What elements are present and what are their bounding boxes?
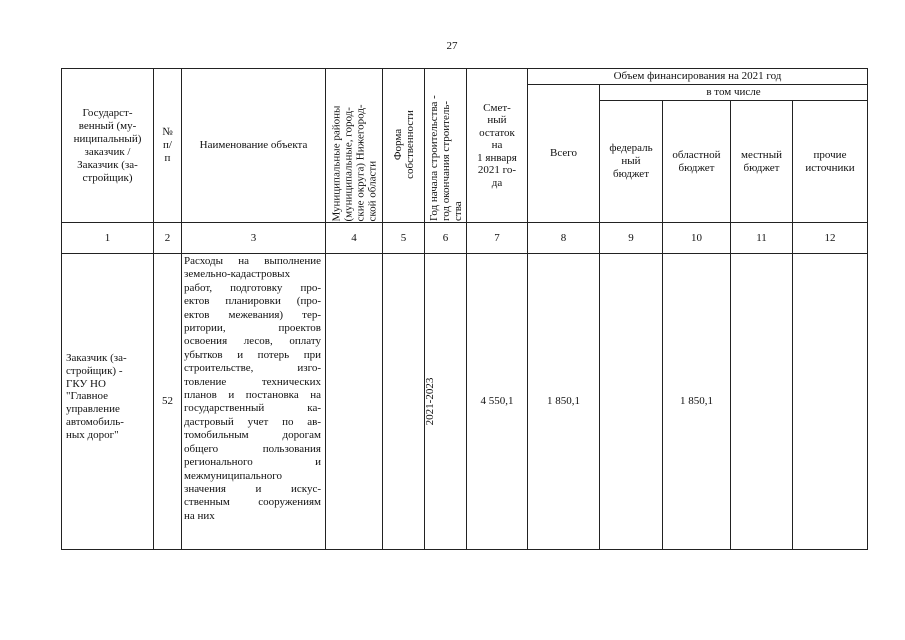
text-line: (муниципальные, город- bbox=[342, 106, 354, 221]
header-ownership-text bbox=[392, 110, 416, 179]
header-other bbox=[793, 101, 867, 222]
text-line: "Главное bbox=[66, 390, 108, 403]
column-number-10: 10 bbox=[691, 231, 702, 244]
text-line: регионального и bbox=[184, 456, 321, 469]
text-line: ный bbox=[621, 155, 641, 167]
text-line: Муниципальные районы bbox=[330, 105, 342, 221]
text-line: Государст- bbox=[82, 106, 133, 119]
page-number: 27 bbox=[446, 40, 458, 52]
text-line: бюджет bbox=[743, 161, 780, 174]
text-line: убытков и потерь при bbox=[184, 348, 321, 361]
header-total-text: Всего bbox=[550, 147, 577, 159]
header-districts-text bbox=[330, 104, 378, 221]
text-line: ственным сооружениям bbox=[184, 496, 321, 509]
column-number-1: 1 bbox=[104, 231, 111, 244]
row-years-text: 2021-2023 bbox=[423, 377, 436, 426]
text-line: дастровый учет по ав- bbox=[184, 415, 321, 428]
text-line: ниципальный) bbox=[73, 132, 142, 145]
text-line: да bbox=[491, 176, 503, 189]
header-customer bbox=[62, 69, 153, 222]
text-line: ритории, проектов bbox=[184, 322, 321, 335]
text-line: заказчик / bbox=[84, 145, 131, 158]
text-line: государственный ка- bbox=[184, 402, 321, 415]
column-number-2: 2 bbox=[164, 231, 171, 244]
row-total: 1 850,1 bbox=[547, 395, 580, 407]
header-local bbox=[731, 101, 792, 222]
text-line: ектов межевания) тер- bbox=[184, 308, 321, 321]
text-line: Форма bbox=[391, 128, 404, 161]
header-object-name-text: Наименование объекта bbox=[199, 139, 308, 151]
text-line: год окончания строитель- bbox=[439, 100, 452, 221]
column-number-8: 8 bbox=[560, 231, 567, 244]
header-including-text: в том числе bbox=[706, 86, 761, 98]
text-line: Год начала строительства - bbox=[427, 95, 440, 221]
text-line: федераль bbox=[609, 142, 653, 154]
header-customer-text bbox=[74, 107, 142, 185]
row-regional: 1 850,1 bbox=[680, 395, 713, 407]
text-line: строительстве, изго- bbox=[184, 362, 321, 375]
column-number-9: 9 bbox=[628, 231, 634, 244]
text-line: источники bbox=[805, 161, 855, 174]
header-local-text bbox=[741, 149, 782, 175]
text-line: значения и искус- bbox=[184, 482, 321, 495]
header-funding-text: Объем финансирования на 2021 год bbox=[613, 70, 782, 82]
header-number bbox=[154, 69, 181, 222]
text-line: собственности bbox=[403, 110, 416, 179]
row-description bbox=[184, 255, 321, 523]
header-federal bbox=[600, 101, 662, 222]
text-line: 2021 го- bbox=[477, 164, 517, 177]
row-estimate: 4 550,1 bbox=[480, 395, 514, 407]
row-number: 52 bbox=[162, 395, 173, 407]
text-line: томобильным дорогам bbox=[184, 429, 321, 442]
text-line: земельно-кадастровых bbox=[184, 268, 291, 281]
header-estimate-text bbox=[477, 102, 517, 190]
text-line: п bbox=[164, 152, 171, 164]
text-line: областной bbox=[672, 148, 721, 161]
text-line: Заказчик (за- bbox=[77, 158, 138, 171]
text-line: бюджет bbox=[613, 168, 649, 180]
column-number-11: 11 bbox=[756, 231, 767, 244]
header-regional bbox=[663, 101, 730, 222]
column-number-3: 3 bbox=[250, 231, 257, 244]
text-line: товление технических bbox=[184, 375, 321, 388]
text-line: общего пользования bbox=[184, 442, 321, 455]
column-number-4: 4 bbox=[351, 231, 357, 244]
text-line: работ, подготовку про- bbox=[184, 281, 321, 294]
header-object-name bbox=[182, 69, 325, 222]
text-line: бюджет bbox=[678, 161, 715, 174]
text-line: ГКУ НО bbox=[66, 377, 106, 390]
text-line: планов и постановка на bbox=[184, 389, 321, 402]
text-line: автомобиль- bbox=[66, 415, 124, 428]
header-estimate bbox=[467, 69, 527, 222]
text-line: ской области bbox=[366, 160, 378, 221]
text-line: венный (му- bbox=[78, 119, 137, 132]
header-ownership bbox=[383, 68, 424, 221]
text-line: ские округа) Нижегород- bbox=[354, 103, 366, 221]
text-line: на них bbox=[184, 509, 215, 522]
text-line: Расходы на выполнение bbox=[184, 255, 321, 267]
text-line: 1 января bbox=[477, 151, 517, 164]
header-regional-text bbox=[672, 149, 720, 175]
header-years-text bbox=[428, 95, 464, 221]
row-customer bbox=[66, 352, 150, 442]
text-line: ства bbox=[451, 201, 464, 221]
text-line: освоения лесов, оплату bbox=[184, 335, 321, 348]
header-funding bbox=[528, 69, 867, 84]
column-number-6: 6 bbox=[442, 231, 449, 244]
text-line: стройщик) - bbox=[66, 364, 123, 377]
text-line: п/ bbox=[163, 139, 172, 151]
text-line: остаток bbox=[479, 126, 515, 139]
text-line: межмуниципального bbox=[184, 469, 282, 482]
text-line: прочие bbox=[813, 148, 847, 161]
text-line: на bbox=[491, 139, 503, 152]
text-line: управление bbox=[66, 403, 120, 416]
column-number-7: 7 bbox=[494, 231, 500, 244]
text-line: Смет- bbox=[483, 101, 511, 114]
column-number-12: 12 bbox=[824, 231, 836, 244]
text-line: местный bbox=[741, 148, 782, 161]
text-line: ектов планировки (про- bbox=[184, 295, 321, 308]
header-years bbox=[425, 68, 466, 221]
header-districts bbox=[326, 68, 382, 221]
text-line: ных дорог" bbox=[66, 428, 119, 441]
column-number-5: 5 bbox=[400, 231, 407, 244]
header-federal-text bbox=[609, 142, 652, 181]
header-other-text bbox=[805, 149, 854, 175]
header-including bbox=[600, 85, 867, 100]
header-total bbox=[528, 85, 599, 222]
row-years bbox=[409, 364, 450, 439]
text-line: ный bbox=[487, 114, 507, 127]
text-line: Заказчик (за- bbox=[66, 352, 127, 364]
header-number-text bbox=[162, 126, 173, 165]
text-line: стройщик) bbox=[82, 171, 133, 184]
text-line: № bbox=[162, 126, 173, 138]
